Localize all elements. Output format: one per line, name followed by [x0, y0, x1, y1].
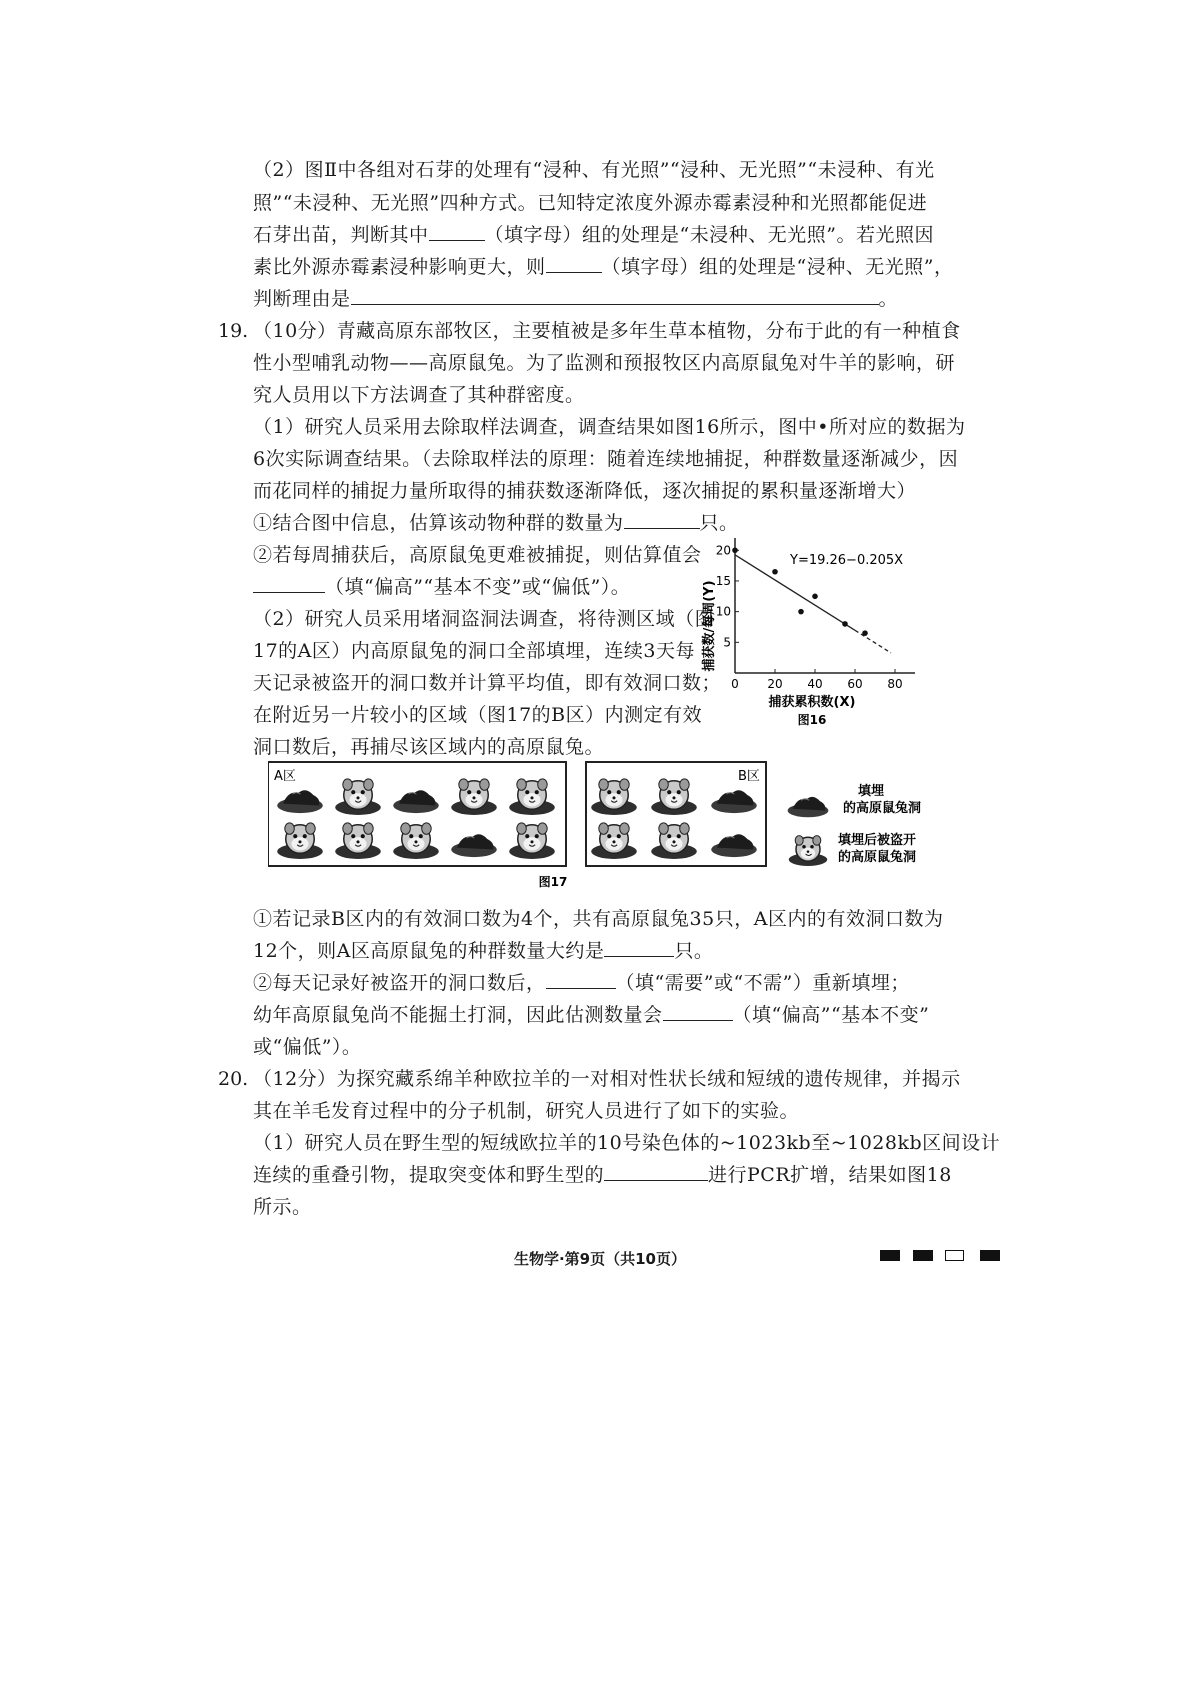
y-axis-label: 捕获数/每周(Y) — [702, 580, 717, 672]
data-point — [842, 621, 848, 627]
filled-hole-icon — [711, 834, 757, 857]
data-point — [772, 569, 778, 575]
figure-16-scatter-chart — [700, 528, 940, 728]
area-a-holes — [277, 779, 555, 859]
area-b-holes — [591, 779, 757, 859]
open-hole-pika-icon — [651, 823, 697, 859]
answer-blank[interactable] — [546, 970, 616, 989]
text-line: 或“偏低”）。 — [253, 1036, 362, 1058]
open-hole-pika-icon — [335, 779, 381, 815]
open-hole-pika-icon — [591, 779, 637, 815]
answer-blank[interactable] — [429, 222, 485, 241]
data-point — [812, 593, 818, 599]
filled-hole-icon — [788, 797, 829, 817]
open-hole-pika-icon — [335, 823, 381, 859]
answer-blank[interactable] — [624, 510, 700, 529]
text-line: 性小型哺乳动物——高原鼠兔。为了监测和预报牧区内高原鼠兔对牛羊的影响，研 — [253, 352, 956, 374]
text-line: 照”“未浸种、无光照”四种方式。已知特定浓度外源赤霉素浸种和光照都能促进 — [253, 192, 928, 214]
text-segment: ①结合图中信息，估算该动物种群的数量为 — [253, 512, 624, 534]
answer-blank[interactable] — [351, 286, 879, 305]
text-segment: （填字母）组的处理是“浸种、无光照”， — [601, 256, 954, 278]
x-axis-label: 捕获累积数(X) — [768, 695, 856, 710]
open-hole-pika-icon — [509, 779, 555, 815]
text-segment: 连续的重叠引物，提取突变体和野生型的 — [253, 1164, 605, 1186]
text-line: 其在羊毛发育过程中的分子机制，研究人员进行了如下的实验。 — [253, 1100, 800, 1122]
text-segment: 石芽出苗，判断其中 — [253, 224, 429, 246]
text-line: ②若每周捕获后，高原鼠兔更难被捕捉，则估算值会 — [253, 544, 702, 566]
text-segment: （填字母）组的处理是“未浸种、无光照”。若光照因 — [484, 224, 934, 246]
open-hole-pika-icon — [591, 823, 637, 859]
y-tick-label: 20 — [715, 543, 731, 558]
open-hole-pika-icon — [393, 823, 439, 859]
x-tick-label: 20 — [767, 677, 783, 691]
text-segment: 。 — [878, 288, 899, 310]
y-tick-label: 5 — [723, 635, 731, 650]
text-line — [253, 254, 953, 280]
page-footer: 生物学·第9页（共10页） — [513, 1250, 686, 1268]
data-point — [732, 547, 738, 553]
filled-hole-icon — [393, 790, 439, 813]
registration-mark — [945, 1250, 964, 1261]
answer-blank[interactable] — [253, 574, 325, 593]
text-segment: （填“偏高”“基本不变” — [732, 1004, 930, 1026]
text-line: 所示。 — [253, 1196, 312, 1218]
text-line: （12分）为探究藏系绵羊种欧拉羊的一对相对性状长绒和短绒的遗传规律，并揭示 — [253, 1068, 961, 1090]
answer-blank[interactable] — [663, 1002, 733, 1021]
text-line: 天记录被盗开的洞口数并计算平均值，即有效洞口数； — [253, 672, 722, 694]
x-tick-label: 40 — [807, 677, 823, 691]
text-line — [253, 1162, 952, 1188]
text-line: 6次实际调查结果。（去除取样法的原理：随着连续地捕捉，种群数量逐渐减少，因 — [253, 448, 959, 470]
text-segment: 只。 — [674, 940, 714, 962]
text-line: （2）研究人员采用堵洞盗洞法调查，将待测区域（图 — [253, 608, 715, 630]
y-tick-label: 15 — [715, 573, 731, 588]
open-hole-pika-icon — [651, 779, 697, 815]
text-line: （10分）青藏高原东部牧区，主要植被是多年生草本植物，分布于此的有一种植食 — [253, 320, 961, 342]
text-line: 究人员用以下方法调查了其种群密度。 — [253, 384, 585, 406]
text-line — [253, 1002, 929, 1028]
text-segment: 只。 — [699, 512, 739, 534]
data-point — [798, 609, 804, 615]
filled-hole-icon — [711, 790, 757, 813]
fit-line-group — [735, 555, 891, 653]
answer-blank[interactable] — [546, 254, 602, 273]
legend-icons — [788, 797, 829, 866]
answer-blank[interactable] — [604, 938, 674, 957]
text-segment: 12个，则A区高原鼠兔的种群数量大约是 — [253, 940, 605, 962]
registration-mark — [880, 1250, 900, 1261]
x-tick-label: 0 — [731, 677, 739, 691]
text-segment: 素比外源赤霉素浸种影响更大，则 — [253, 256, 546, 278]
question-number: 19. — [218, 320, 249, 342]
legend-open-label-2: 的高原鼠兔洞 — [838, 850, 917, 865]
text-segment: ②每天记录好被盗开的洞口数后， — [253, 972, 546, 994]
filled-hole-icon — [277, 790, 323, 813]
figure-17-diagram — [268, 760, 958, 890]
open-hole-pika-icon — [277, 823, 323, 859]
text-line — [253, 510, 739, 536]
x-tick-label: 60 — [847, 677, 863, 691]
open-hole-pika-icon — [509, 823, 555, 859]
text-line — [253, 938, 713, 964]
text-line: 在附近另一片较小的区域（图17的B区）内测定有效 — [253, 704, 703, 726]
legend-filled-label-2: 的高原鼠兔洞 — [843, 801, 922, 816]
figure-caption: 图17 — [538, 875, 568, 889]
text-line: 洞口数后，再捕尽该区域内的高原鼠兔。 — [253, 736, 605, 758]
area-b-label: B区 — [738, 769, 760, 784]
open-hole-pika-icon — [789, 836, 827, 866]
legend-open-label-1: 填埋后被盗开 — [838, 833, 917, 848]
data-point — [862, 630, 868, 636]
text-line: （2）图Ⅱ中各组对石芽的处理有“浸种、有光照”“浸种、无光照”“未浸种、有光 — [253, 159, 935, 181]
legend-filled-label-1: 填埋 — [858, 784, 885, 799]
x-tick-label: 80 — [887, 677, 903, 691]
answer-blank[interactable] — [604, 1162, 708, 1181]
text-segment: 幼年高原鼠兔尚不能掘土打洞，因此估测数量会 — [253, 1004, 663, 1026]
text-line — [253, 222, 934, 248]
fit-line-extrapolated — [855, 630, 891, 653]
text-line: 而花同样的捕捉力量所取得的捕获数逐渐降低，逐次捕捉的累积量逐渐增大） — [253, 480, 917, 502]
text-segment: （填“偏高”“基本不变”或“偏低”）。 — [325, 576, 631, 598]
registration-mark — [913, 1250, 933, 1261]
area-a-label: A区 — [274, 769, 296, 784]
open-hole-pika-icon — [451, 779, 497, 815]
text-line: （1）研究人员采用去除取样法调查，调查结果如图16所示，图中•所对应的数据为 — [253, 416, 966, 438]
text-segment: 判断理由是 — [253, 288, 351, 310]
question-number: 20. — [218, 1068, 249, 1090]
figure-caption: 图16 — [797, 713, 827, 727]
text-line: 17的A区）内高原鼠兔的洞口全部填埋，连续3天每 — [253, 640, 695, 662]
text-line — [253, 574, 630, 600]
text-line: （1）研究人员在野生型的短绒欧拉羊的10号染色体的~1023kb至~1028kb区间设计 — [253, 1132, 1001, 1154]
regression-equation: Y=19.26−0.205X — [790, 553, 904, 568]
registration-mark — [980, 1250, 1000, 1261]
y-tick-label: 10 — [715, 604, 731, 619]
text-line: ①若记录B区内的有效洞口数为4个，共有高原鼠兔35只，A区内的有效洞口数为 — [253, 908, 944, 930]
text-line — [253, 970, 910, 996]
filled-hole-icon — [451, 834, 497, 857]
text-segment: 进行PCR扩增，结果如图18 — [708, 1164, 952, 1186]
text-line — [253, 286, 898, 312]
text-segment: （填“需要”或“不需”）重新填埋； — [615, 972, 910, 994]
